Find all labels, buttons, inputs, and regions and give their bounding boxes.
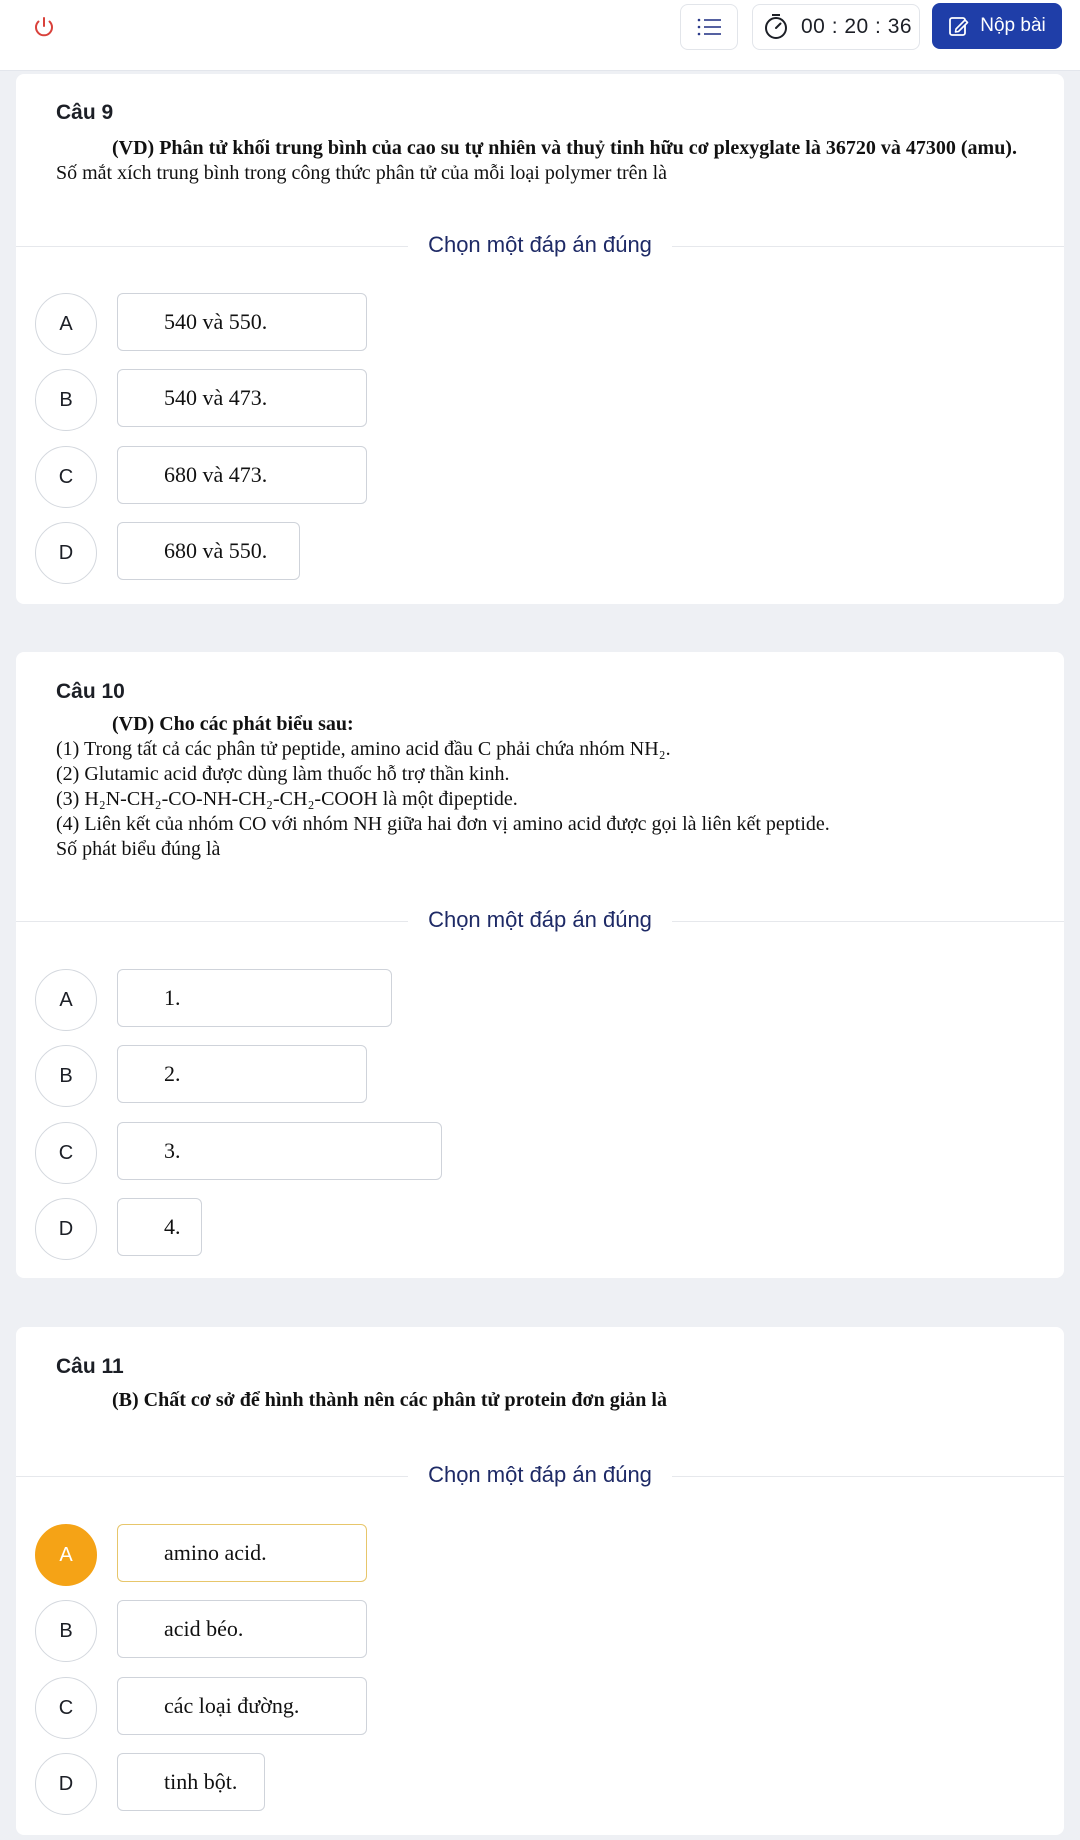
stopwatch-icon — [763, 13, 789, 41]
instruction-label: Chọn một đáp án đúng — [0, 1462, 1080, 1488]
question-line: (2) Glutamic acid được dùng làm thuốc hỗ trợ thần kinh. — [56, 763, 510, 785]
edit-note-icon — [948, 15, 970, 37]
question-list-button[interactable] — [680, 4, 738, 50]
option-text[interactable]: acid béo. — [117, 1600, 367, 1658]
option-letter[interactable]: D — [35, 1753, 97, 1815]
option-text[interactable]: 2. — [117, 1045, 367, 1103]
option-letter[interactable]: B — [35, 369, 97, 431]
submit-button[interactable] — [932, 3, 1062, 49]
power-icon[interactable] — [32, 15, 56, 39]
question-line: (1) Trong tất cả các phân tử peptide, amino acid đầu C phải chứa nhóm NH₂. — [56, 738, 671, 760]
answer-option-b[interactable] — [35, 1045, 395, 1107]
option-text[interactable]: 680 và 550. — [117, 522, 300, 580]
option-letter[interactable]: A — [35, 1524, 97, 1586]
answer-option-d[interactable] — [35, 522, 370, 584]
list-icon — [696, 17, 722, 37]
option-letter[interactable]: D — [35, 522, 97, 584]
answer-option-a[interactable] — [35, 1524, 370, 1586]
top-bar — [0, 0, 1080, 71]
option-text[interactable]: 680 và 473. — [117, 446, 367, 504]
question-line: (4) Liên kết của nhóm CO với nhóm NH giữa hai đơn vị amino acid được gọi là liên kết peptide. — [56, 813, 830, 835]
option-text[interactable]: tinh bột. — [117, 1753, 265, 1811]
question-line: Số mắt xích trung bình trong công thức phân tử của mỗi loại polymer trên là — [56, 161, 667, 184]
timer-value: 00 : 20 : 36 — [801, 15, 913, 38]
option-text[interactable]: 1. — [117, 969, 392, 1027]
option-text[interactable]: amino acid. — [117, 1524, 367, 1582]
instruction-label: Chọn một đáp án đúng — [0, 907, 1080, 933]
question-line: (B) Chất cơ sở để hình thành nên các phân tử protein đơn giản là — [112, 1389, 667, 1411]
option-letter[interactable]: B — [35, 1045, 97, 1107]
answer-option-b[interactable] — [35, 369, 370, 431]
question-line: Số phát biểu đúng là — [56, 838, 221, 860]
option-text[interactable]: các loại đường. — [117, 1677, 367, 1735]
question-text — [56, 136, 1044, 185]
countdown-timer — [752, 4, 920, 50]
option-letter[interactable]: D — [35, 1198, 97, 1260]
answer-option-c[interactable] — [35, 1677, 370, 1739]
instruction-label: Chọn một đáp án đúng — [0, 232, 1080, 258]
question-text — [56, 712, 1044, 862]
option-text[interactable]: 540 và 473. — [117, 369, 367, 427]
question-text — [56, 1388, 1044, 1413]
option-letter[interactable]: B — [35, 1600, 97, 1662]
answer-option-c[interactable] — [35, 446, 370, 508]
option-letter[interactable]: A — [35, 293, 97, 355]
option-letter[interactable]: C — [35, 1677, 97, 1739]
question-line: (VD) Cho các phát biểu sau: — [112, 713, 354, 735]
option-text[interactable]: 3. — [117, 1122, 442, 1180]
question-label: Câu 11 — [56, 1355, 124, 1378]
option-letter[interactable]: C — [35, 446, 97, 508]
question-line: (VD) Phân tử khối trung bình của cao su tự nhiên và thuỷ tinh hữu cơ plexyglate là 36720 và 47300 (amu). — [112, 137, 1017, 159]
question-label: Câu 10 — [56, 680, 125, 703]
option-letter[interactable]: C — [35, 1122, 97, 1184]
question-line: (3) H₂N-CH₂-CO-NH-CH₂-CH₂-COOH là một đipeptide. — [56, 788, 518, 810]
option-text[interactable]: 540 và 550. — [117, 293, 367, 351]
question-label: Câu 9 — [56, 101, 114, 124]
answer-option-a[interactable] — [35, 969, 395, 1031]
submit-label: Nộp bài — [980, 15, 1046, 36]
answer-option-a[interactable] — [35, 293, 370, 355]
answer-option-b[interactable] — [35, 1600, 370, 1662]
answer-option-d[interactable] — [35, 1753, 370, 1815]
answer-option-d[interactable] — [35, 1198, 235, 1260]
option-letter[interactable]: A — [35, 969, 97, 1031]
option-text[interactable]: 4. — [117, 1198, 202, 1256]
answer-option-c[interactable] — [35, 1122, 445, 1184]
